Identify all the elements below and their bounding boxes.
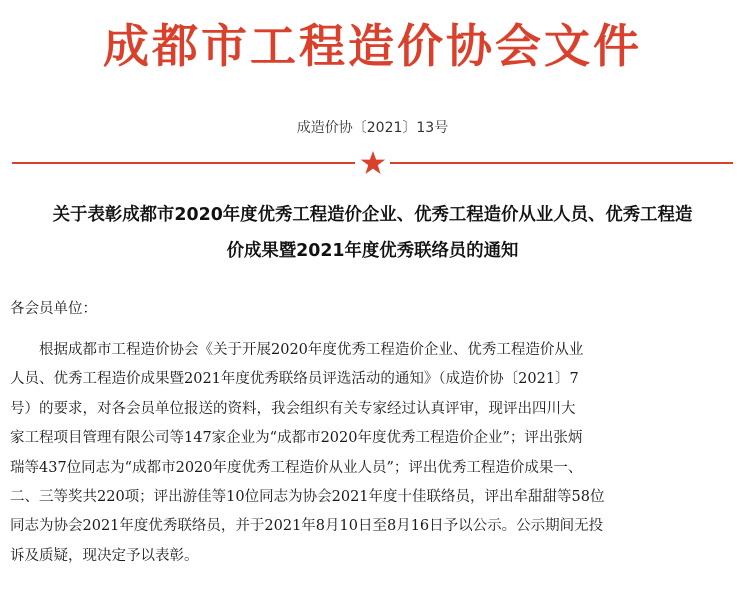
notice-title-line-2: 价成果暨2021年度优秀联络员的通知: [226, 241, 519, 261]
divider-line-right: [390, 162, 733, 164]
notice-title-line-1: 关于表彰成都市2020年度优秀工程造价企业、优秀工程造价从业人员、优秀工程造: [52, 205, 693, 225]
notice-title: [8, 197, 737, 269]
body-paragraph: [10, 336, 738, 571]
salutation: 各会员单位：: [10, 301, 97, 317]
star-icon: [360, 150, 386, 176]
body-line: 瑞等437位同志为“成都市2020年度优秀工程造价从业人员”；评出优秀工程造价成果一、: [10, 459, 583, 476]
document-number: 成造价协〔2021〕13号: [296, 120, 449, 136]
body-line: 家工程项目管理有限公司等147家企业为“成都市2020年度优秀工程造价企业”；评出张炳: [10, 430, 583, 447]
body-line: 诉及质疑，现决定予以表彰。: [10, 547, 199, 564]
body-line: 二、三等奖共220项；评出游佳等10位同志为协会2021年度十佳联络员，评出牟甜甜等58位: [10, 489, 605, 506]
body-line: 同志为协会2021年度优秀联络员，并于2021年8月10日至8月16日予以公示。公示期间无投: [10, 518, 604, 535]
divider-line-left: [12, 162, 355, 164]
body-line: 人员、优秀工程造价成果暨2021年度优秀联络员评选活动的通知》（成造价协〔2021〕7: [10, 371, 579, 388]
body-line: 号）的要求，对各会员单位报送的资料，我会组织有关专家经过认真评审，现评出四川大: [10, 400, 576, 417]
document-masthead: 成都市工程造价协会文件: [103, 19, 642, 73]
body-line: 根据成都市工程造价协会《关于开展2020年度优秀工程造价企业、优秀工程造价从业: [39, 342, 584, 358]
red-divider: [12, 150, 733, 176]
